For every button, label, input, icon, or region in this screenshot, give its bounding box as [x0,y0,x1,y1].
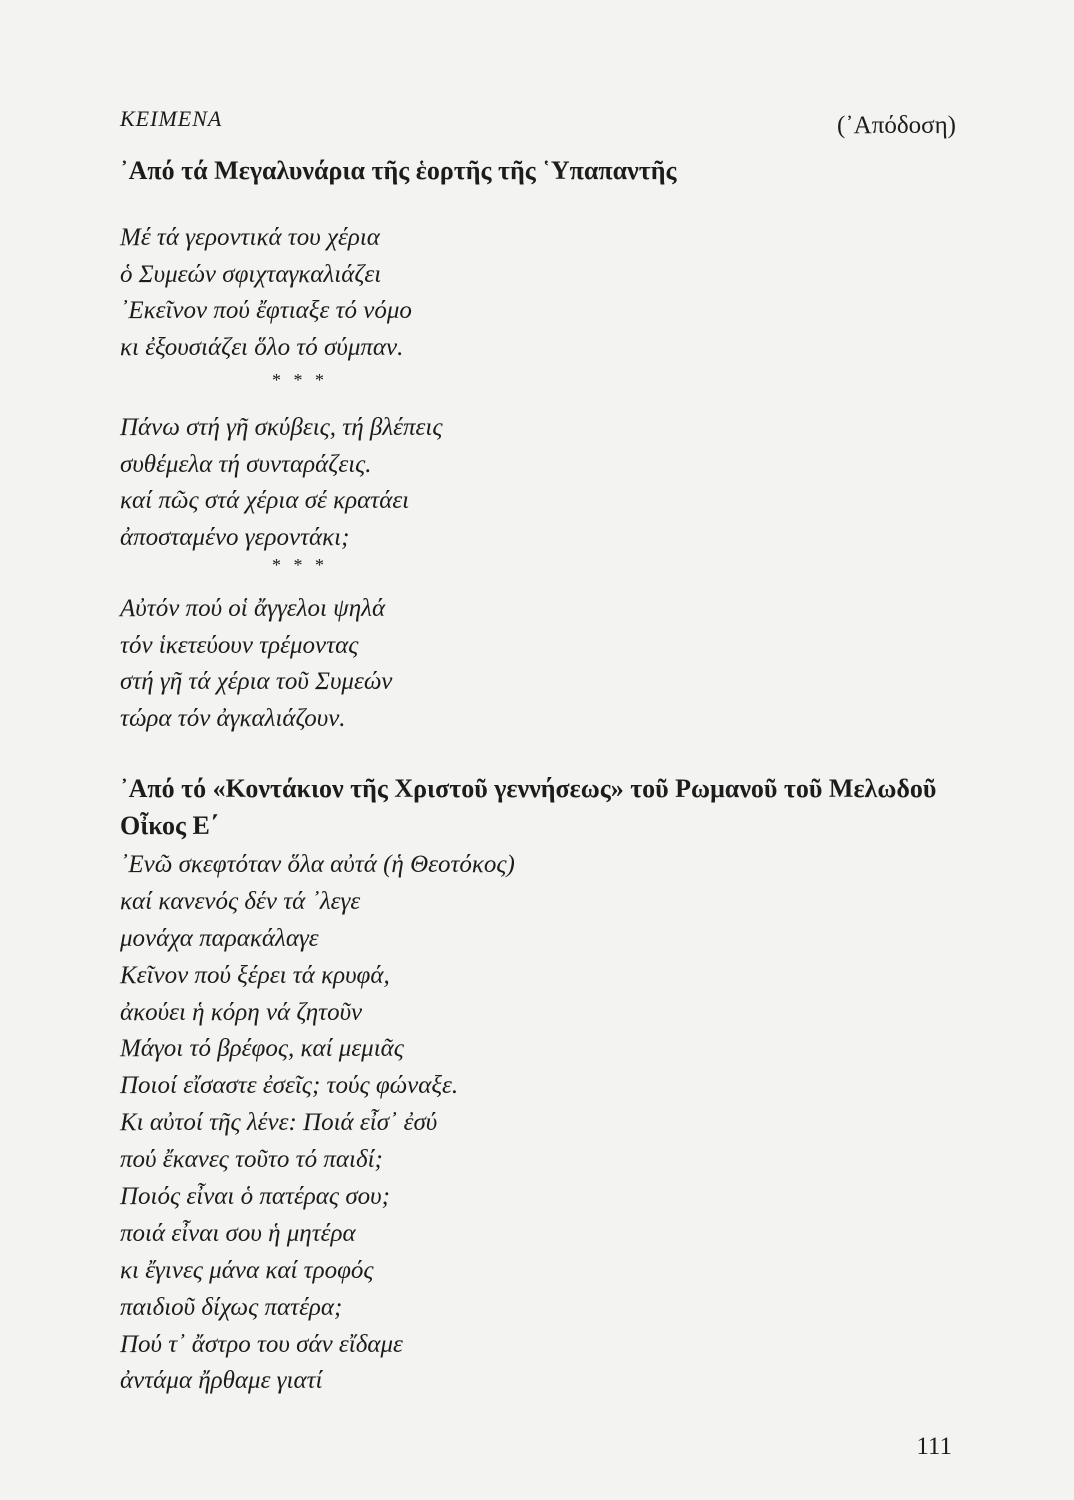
page-number: 111 [916,1433,952,1460]
kontakion-verses [120,847,515,1400]
verse-line: Πάνω στή γῆ σκύβεις, τή βλέπεις [120,414,443,441]
verse-line: κι ἐξουσιάζει ὅλο τό σύμπαν. [120,334,404,362]
verse-line: Μέ τά γεροντικά του χέρια [120,224,380,251]
verse-line: τόν ἱκετεύουν τρέμοντας [120,631,359,659]
stanza-1 [120,220,412,367]
verse-line: ᾿Ενῶ σκεφτόταν ὅλα αὐτά (ἡ Θεοτόκος) [120,851,515,878]
verse-line: πού ἔκανες τοῦτο τό παιδί; [120,1146,383,1174]
running-head: ΚΕΙΜΕΝΑ [120,106,223,131]
verse-line: Πού τ᾿ ἄστρο του σάν εἴδαμε [120,1330,403,1358]
verse-line: τώρα τόν ἀγκαλιάζουν. [120,705,346,733]
stanza-3 [120,591,392,738]
verse-line: ἀντάμα ἤρθαμε γιατί [120,1367,323,1395]
verse-line: Κι αὐτοί τῆς λένε: Ποιά εἶσ᾿ ἐσύ [120,1109,438,1137]
stanza-divider: * * * [272,370,328,390]
verse-line: Αὐτόν πού οἱ ἄγγελοι ψηλά [120,595,386,622]
stanza-2 [120,410,443,557]
section-heading: ᾿Από τά Μεγαλυνάρια τῆς ἑορτῆς τῆς ῾Υπαπαντῆς [120,156,677,185]
verse-line: συθέμελα τή συνταράζεις. [120,450,372,478]
verse-line: ᾿Εκεῖνον πού ἔφτιαξε τό νόμο [120,297,412,325]
verse-line: ἀκούει ἡ κόρη νά ζητοῦν [120,998,363,1026]
stanza-divider: * * * [272,555,328,575]
verse-line: ποιά εἶναι σου ἡ μητέρα [120,1219,356,1247]
translation-note: (᾿Απόδοση) [837,112,956,139]
verse-line: στή γῆ τά χέρια τοῦ Συμεών [120,668,393,696]
verse-line: Ποιοί εἴσαστε ἐσεῖς; τούς φώναξε. [120,1072,459,1100]
section-heading: ᾿Από τό «Κοντάκιον τῆς Χριστοῦ γεννήσεως» τοῦ Ρωμανοῦ τοῦ Μελωδοῦ Οἶκος Ε΄ [120,774,937,840]
verse-line: ἀποσταμένο γεροντάκι; [120,524,350,552]
verse-line: καί πῶς στά χέρια σέ κρατάει [120,487,410,515]
verse-line: καί κανενός δέν τά ᾿λεγε [120,887,361,915]
verse-line: παιδιοῦ δίχως πατέρα; [120,1293,343,1321]
verse-line: Ποιός εἶναι ὁ πατέρας σου; [120,1183,390,1211]
verse-line: κι ἔγινες μάνα καί τροφός [120,1256,374,1284]
verse-line: μονάχα παρακάλαγε [120,924,319,952]
verse-line: ὁ Συμεών σφιχταγκαλιάζει [120,260,382,288]
verse-line: Μάγοι τό βρέφος, καί μεμιᾶς [120,1035,404,1063]
verse-line: Κεῖνον πού ξέρει τά κρυφά, [120,961,390,989]
